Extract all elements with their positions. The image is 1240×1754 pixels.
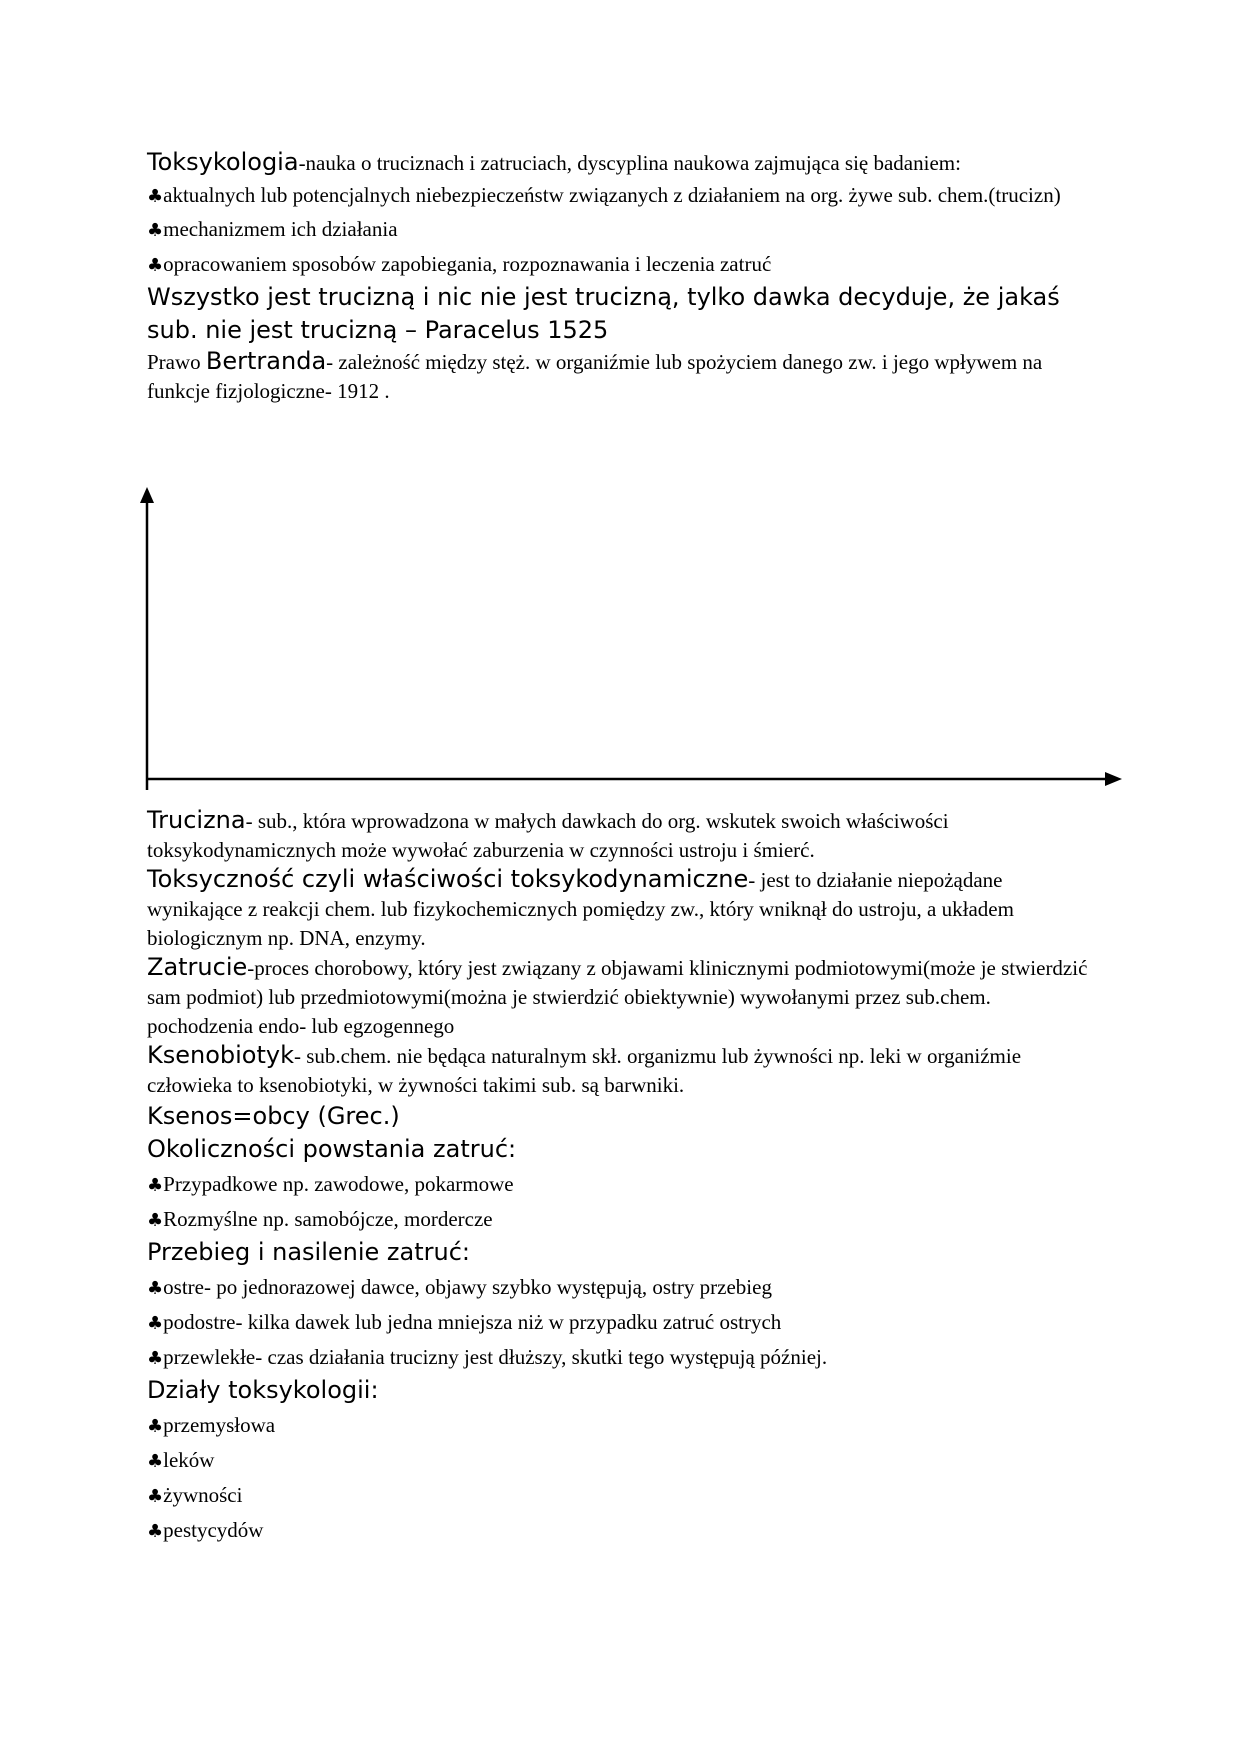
club-bullet-icon: ♣ [147,186,164,207]
club-bullet-icon: ♣ [147,1348,164,1369]
list-item: ♣podostre- kilka dawek lub jedna mniejsza niż w przypadku zatruć ostrych [147,1310,782,1334]
term: Zatrucie [147,953,248,981]
document-page [147,148,1097,1547]
definition-zatrucie: Zatrucie-proces chorobowy, który jest związany z objawami klinicznymi podmiotowymi(może je stwierdzić sam podmiot) lub przedmiotowymi(można je stwierdzić obiektywnie) wywołanymi przez sub.chem. pochodzenia endo- lub egzogennego [147,953,1088,1038]
club-bullet-icon: ♣ [147,1278,164,1299]
bertrand-paragraph: Prawo Bertranda- zależność między stęż. w organiźmie lub spożyciem danego zw. i jego wpływem na funkcje fizjologiczne- 1912 . [147,347,1043,403]
club-bullet-icon: ♣ [147,1313,164,1334]
list-item: ♣przemysłowa [147,1413,276,1437]
branches-heading: Działy toksykologii: [147,1376,379,1404]
term: Ksenobiotyk [147,1041,294,1069]
list-item: ♣przewlekłe- czas działania trucizny jest dłuższy, skutki tego występują później. [147,1345,828,1369]
list-item: ♣opracowaniem sposobów zapobiegania, rozpoznawania i leczenia zatruć [147,252,772,276]
list-item: ♣Przypadkowe np. zawodowe, pokarmowe [147,1172,514,1196]
club-bullet-icon: ♣ [147,1521,164,1542]
list-item: ♣Rozmyślne np. samobójcze, mordercze [147,1207,493,1231]
paracelsus-quote: Wszystko jest trucizną i nic nie jest trucizną, tylko dawka decyduje, że jakaś sub. nie jest trucizną – Paracelus 1525 [147,283,1060,344]
ksenos-line: Ksenos=obcy (Grec.) [147,1102,400,1130]
list-item: ♣pestycydów [147,1518,264,1542]
term: Trucizna [147,806,246,834]
term-bertrand: Bertranda [205,347,327,375]
list-item: ♣leków [147,1448,215,1472]
term: Toksyczność czyli właściwości toksykodynamiczne [147,865,749,893]
definition-toksycznosc: Toksyczność czyli właściwości toksykodynamiczne- jest to działanie niepożądane wynikające z reakcji chem. lub fizykochemicznych pomiędzy zw., który wniknął do ustroju, a układem biologicznym np. DNA, enzymy. [147,865,1014,950]
term-toksykologia: Toksykologia [147,148,299,176]
club-bullet-icon: ♣ [147,255,164,276]
course-heading: Przebieg i nasilenie zatruć: [147,1238,470,1266]
x-axis-arrowhead [1105,772,1122,786]
club-bullet-icon: ♣ [147,1175,164,1196]
club-bullet-icon: ♣ [147,220,164,241]
definition-trucizna: Trucizna- sub., która wprowadzona w małych dawkach do org. wskutek swoich właściwości toksykodynamicznych może wywołać zaburzenia w czynności ustroju i śmierć. [147,806,949,862]
list-item: ♣żywności [147,1483,243,1507]
club-bullet-icon: ♣ [147,1210,164,1231]
list-item: ♣mechanizmem ich działania [147,217,398,241]
club-bullet-icon: ♣ [147,1416,164,1437]
list-item: ♣ostre- po jednorazowej dawce, objawy szybko występują, ostry przebieg [147,1275,772,1299]
list-item: ♣aktualnych lub potencjalnych niebezpieczeństw związanych z działaniem na org. żywe sub. chem.(trucizn) [147,183,1061,207]
intro-paragraph [147,148,1097,178]
club-bullet-icon: ♣ [147,1486,164,1507]
club-bullet-icon: ♣ [147,1451,164,1472]
toksykologia-definition: -nauka o truciznach i zatruciach, dyscyplina naukowa zajmująca się badaniem: [298,151,961,175]
diagram-spacer [147,406,1097,806]
circumstances-heading: Okoliczności powstania zatruć: [147,1135,517,1163]
definition-ksenobiotyk: Ksenobiotyk- sub.chem. nie będąca naturalnym skł. organizmu lub żywności np. leki w organiźmie człowieka to ksenobiotyki, w żywności takimi sub. są barwniki. [147,1041,1022,1097]
